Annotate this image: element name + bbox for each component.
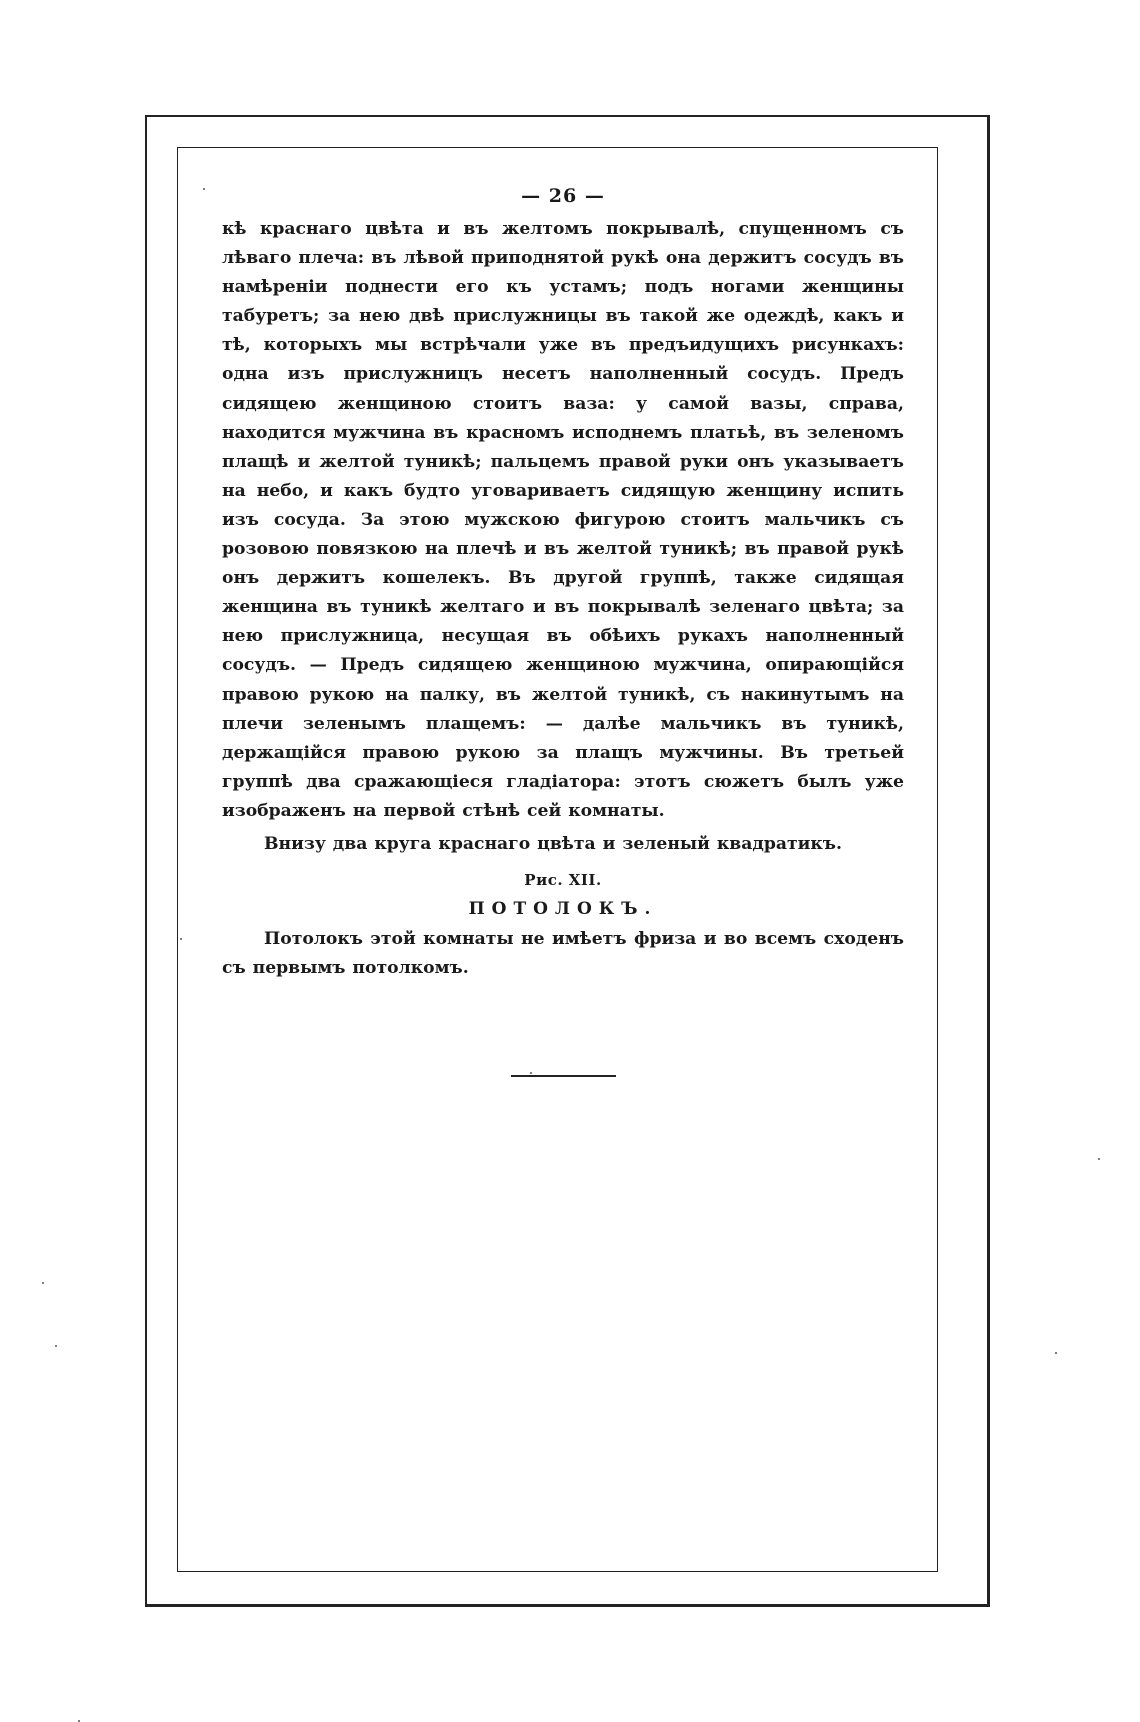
figure-label: Рис. XII. xyxy=(524,871,602,890)
page-number: — 26 — xyxy=(521,185,605,207)
scan-speck xyxy=(55,1345,57,1347)
section-title: ПОТОЛОКЪ. xyxy=(468,899,658,920)
scan-speck xyxy=(1098,1158,1100,1160)
scan-speck xyxy=(42,1282,44,1284)
body-paragraph-2: Внизу два круга краснаго цвѣта и зеленый квадратикъ. xyxy=(264,833,842,854)
page-content xyxy=(222,185,904,1077)
section-paragraph: Потолокъ этой комнаты не имѣетъ фриза и во всемъ сходенъ съ первымъ потолкомъ. xyxy=(222,929,904,979)
scan-speck xyxy=(180,938,182,940)
body-paragraph-1: кѣ краснаго цвѣта и въ желтомъ покрывалѣ, спущенномъ съ лѣваго плеча: въ лѣвой приподнятой рукѣ она держитъ сосудъ въ намѣреніи поднести его къ устамъ; подъ ногами женщины табуретъ; за нею двѣ прислужницы въ такой же одеждѣ, какъ и тѣ, которыхъ мы встрѣчали уже въ предъидущихъ рисункахъ: одна изъ прислужницъ несетъ наполненный сосудъ. Предъ сидящею женщиною стоитъ ваза: у самой вазы, справа, находится мужчина въ красномъ исподнемъ платьѣ, въ зеленомъ плащѣ и желтой туникѣ; пальцемъ правой руки онъ указываетъ на небо, и какъ будто уговариваетъ сидящую женщину испить изъ сосуда. За этою мужскою фигурою стоитъ мальчикъ съ розовою повязкою на плечѣ и въ желтой туникѣ; въ правой рукѣ онъ держитъ кошелекъ. Въ другой группѣ, также сидящая женщина въ туникѣ желтаго и въ покрывалѣ зеленаго цвѣта; за нею прислужница, несущая въ обѣихъ рукахъ наполненный сосудъ. — Предъ сидящею женщиною мужчина, опирающійся правою рукою на палку, въ желтой туникѣ, съ накинутымъ на плечи зеленымъ плащемъ: — далѣе мальчикъ въ туникѣ, держащійся правою рукою за плащъ мужчины. Въ третьей группѣ два сражающіеся гладіатора: этотъ сюжетъ былъ уже изображенъ на первой стѣнѣ сей комнаты. xyxy=(222,219,904,821)
scan-speck xyxy=(1055,1352,1057,1354)
scan-speck xyxy=(530,1072,532,1074)
scan-speck xyxy=(203,188,205,190)
end-rule-divider xyxy=(511,1075,616,1077)
